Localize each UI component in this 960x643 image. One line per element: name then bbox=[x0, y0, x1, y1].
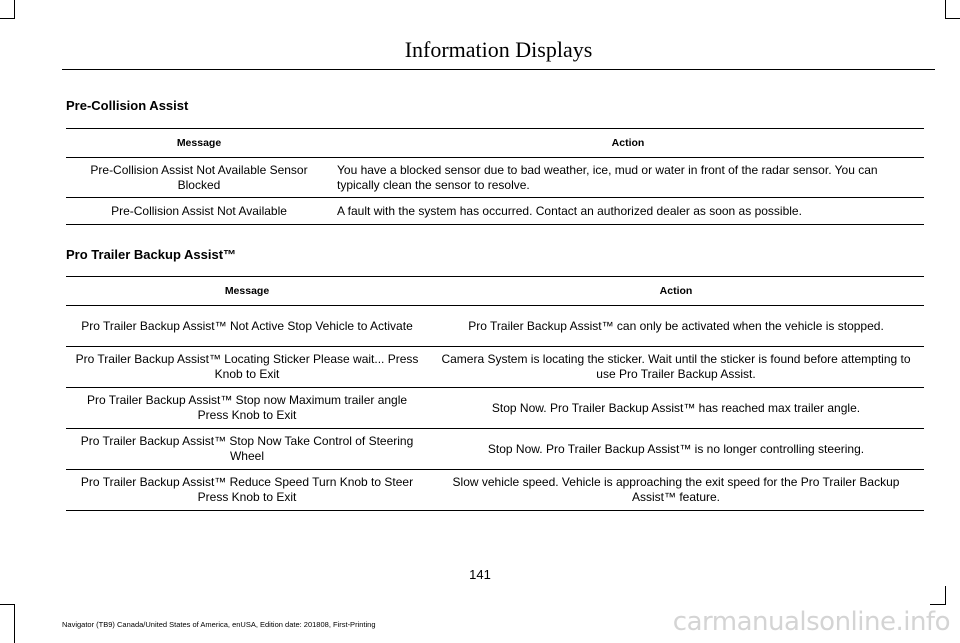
table-row bbox=[66, 198, 924, 225]
watermark: carmanualsonline.info bbox=[672, 607, 950, 637]
message-cell: Pro Trailer Backup Assist™ Stop Now Take Control of Steering Wheel bbox=[66, 429, 428, 470]
message-cell: Pro Trailer Backup Assist™ Reduce Speed Turn Knob to Steer Press Knob to Exit bbox=[66, 470, 428, 511]
column-header-action: Action bbox=[332, 129, 924, 158]
table-header-row bbox=[66, 277, 924, 306]
page-number: 141 bbox=[469, 567, 491, 582]
column-header-action: Action bbox=[428, 277, 924, 306]
crop-mark-bottom-right-horizontal bbox=[930, 604, 946, 605]
crop-mark-bottom-left-horizontal bbox=[0, 604, 15, 605]
action-cell: Stop Now. Pro Trailer Backup Assist™ has reached max trailer angle. bbox=[428, 388, 924, 429]
table-row bbox=[66, 470, 924, 511]
crop-mark-top-right-vertical bbox=[945, 0, 946, 18]
table-row bbox=[66, 306, 924, 347]
message-cell: Pro Trailer Backup Assist™ Locating Sticker Please wait... Press Knob to Exit bbox=[66, 347, 428, 388]
edition-footer: Navigator (TB9) Canada/United States of America, enUSA, Edition date: 201808, First-Printing bbox=[62, 620, 376, 629]
action-cell: Slow vehicle speed. Vehicle is approaching the exit speed for the Pro Trailer Backup Assist™ feature. bbox=[428, 470, 924, 511]
table-row bbox=[66, 429, 924, 470]
crop-mark-top-right-horizontal bbox=[945, 18, 960, 19]
table-header-row bbox=[66, 129, 924, 158]
pre-collision-assist-table bbox=[66, 128, 924, 225]
pro-trailer-backup-assist-table bbox=[66, 276, 924, 511]
column-header-message: Message bbox=[66, 277, 428, 306]
crop-mark-top-left-vertical bbox=[14, 0, 15, 18]
page-title: Information Displays bbox=[404, 37, 593, 62]
action-cell: You have a blocked sensor due to bad weather, ice, mud or water in front of the radar sensor. You can typically clean the sensor to resolve. bbox=[332, 158, 924, 198]
crop-mark-top-left-horizontal bbox=[0, 18, 15, 19]
table-row bbox=[66, 347, 924, 388]
crop-mark-bottom-right-vertical bbox=[945, 586, 946, 604]
message-cell: Pre-Collision Assist Not Available Sensor Blocked bbox=[66, 158, 332, 198]
section-heading-pre-collision-assist: Pre-Collision Assist bbox=[66, 98, 189, 113]
table-row bbox=[66, 158, 924, 198]
action-cell: Stop Now. Pro Trailer Backup Assist™ is no longer controlling steering. bbox=[428, 429, 924, 470]
table-row bbox=[66, 388, 924, 429]
header-divider bbox=[62, 69, 935, 70]
action-cell: A fault with the system has occurred. Contact an authorized dealer as soon as possible. bbox=[332, 198, 924, 225]
message-cell: Pro Trailer Backup Assist™ Stop now Maximum trailer angle Press Knob to Exit bbox=[66, 388, 428, 429]
message-cell: Pro Trailer Backup Assist™ Not Active Stop Vehicle to Activate bbox=[66, 306, 428, 347]
column-header-message: Message bbox=[66, 129, 332, 158]
action-cell: Pro Trailer Backup Assist™ can only be activated when the vehicle is stopped. bbox=[428, 306, 924, 347]
section-heading-pro-trailer-backup-assist: Pro Trailer Backup Assist™ bbox=[66, 247, 237, 262]
crop-mark-bottom-left-vertical bbox=[14, 604, 15, 643]
action-cell: Camera System is locating the sticker. Wait until the sticker is found before attempting to use Pro Trailer Backup Assist. bbox=[428, 347, 924, 388]
message-cell: Pre-Collision Assist Not Available bbox=[66, 198, 332, 225]
